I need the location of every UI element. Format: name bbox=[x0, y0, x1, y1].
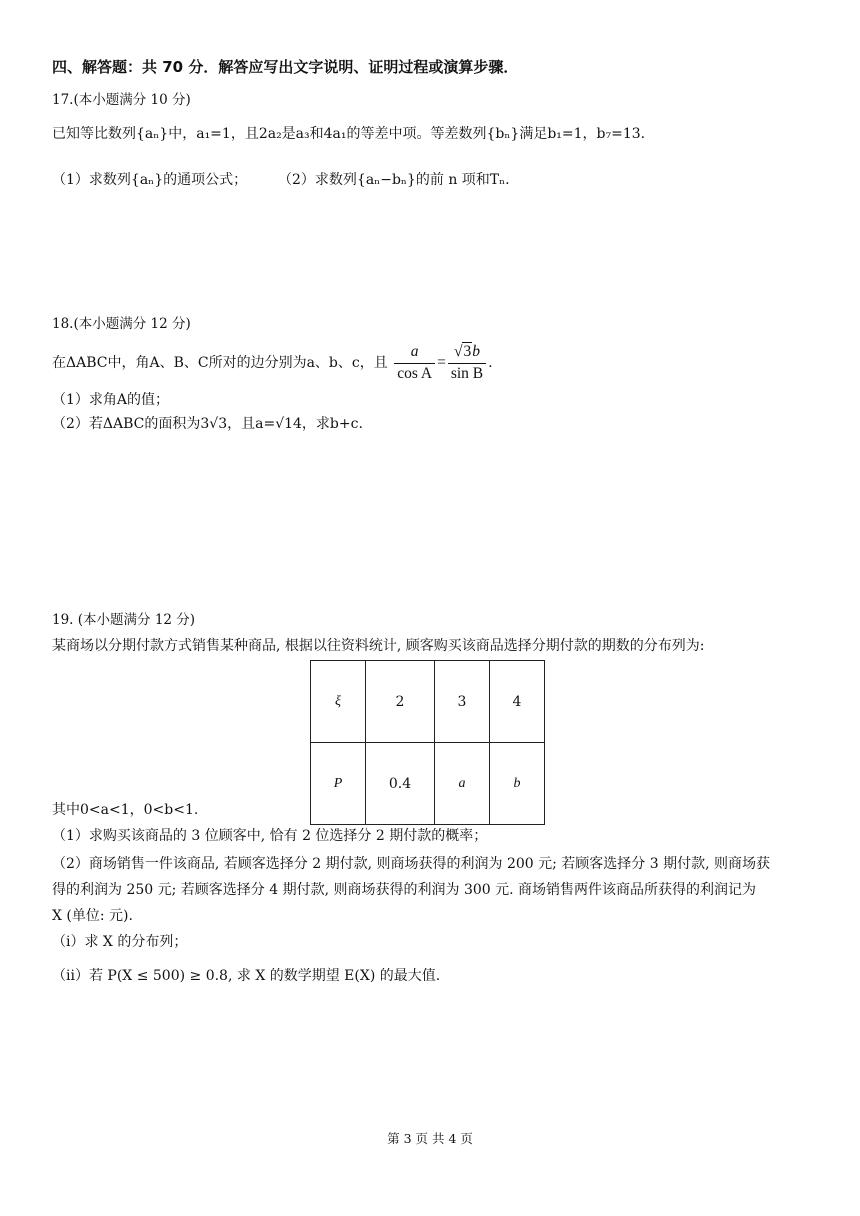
q19-header: 19. (本小题满分 12 分) bbox=[52, 612, 196, 628]
q18-frac2-b: b bbox=[472, 343, 480, 360]
q18-frac2-denominator: sin B bbox=[450, 364, 484, 382]
table-cell: a bbox=[435, 743, 490, 825]
table-cell: b bbox=[490, 743, 545, 825]
table-cell: 4 bbox=[490, 661, 545, 743]
q18-fraction-left bbox=[394, 343, 435, 383]
table-row bbox=[311, 743, 545, 825]
table-cell: 2 bbox=[366, 661, 435, 743]
table-cell: 0.4 bbox=[366, 743, 435, 825]
q18-frac1-denominator: cos A bbox=[397, 364, 433, 382]
section-title: 四、解答题：共 70 分．解答应写出文字说明、证明过程或演算步骤． bbox=[52, 58, 519, 76]
q17-stem: 已知等比数列{aₙ}中，a₁=1，且2a₂是a₃和4a₁的等差中项。等差数列{bₙ}满足b₁=1，b₇=13. bbox=[52, 126, 646, 142]
q17-part1: （1）求数列{aₙ}的通项公式； bbox=[52, 172, 248, 188]
q18-stem: 在ΔABC中，角A、B、C所对的边分别为a、b、c，且 $\frac{a}{\text{cos A}}$ = $\frac{√3b}{\text{sin B}}$ . bbox=[52, 343, 493, 382]
table-row bbox=[311, 661, 545, 743]
q17-header: 17.(本小题满分 10 分) bbox=[52, 92, 191, 108]
q19-part2-line3: X (单位: 元). bbox=[52, 908, 133, 924]
q18-part2: （2）若ΔABC的面积为3√3，且a=√14，求b+c. bbox=[52, 416, 363, 432]
distribution-table bbox=[310, 660, 545, 825]
q19-part1: （1）求购买该商品的 3 位顾客中, 恰有 2 位选择分 2 期付款的概率； bbox=[52, 828, 488, 844]
q18-frac2-root: 3 bbox=[463, 343, 472, 360]
q19-stem: 某商场以分期付款方式销售某种商品, 根据以往资料统计, 顾客购买该商品选择分期付款的期数的分布列为: bbox=[52, 638, 705, 654]
q18-fraction-right bbox=[448, 343, 486, 383]
q18-frac1-numerator: a bbox=[394, 343, 435, 364]
q18-frac2-numerator: √3b bbox=[448, 343, 486, 364]
q18-part1: （1）求角A的值； bbox=[52, 392, 170, 408]
q19-sub-ii: （ii）若 P(X ≤ 500) ≥ 0.8, 求 X 的数学期望 E(X) 的最大值. bbox=[52, 968, 441, 984]
table-cell: P bbox=[311, 743, 366, 825]
table-cell: 3 bbox=[435, 661, 490, 743]
q19-part2-line2: 得的利润为 250 元; 若顾客选择分 4 期付款, 则商场获得的利润为 300 元. 商场销售两件该商品所获得的利润记为 bbox=[52, 882, 757, 898]
q18-stem-prefix: 在ΔABC中，角A、B、C所对的边分别为a、b、c，且 bbox=[52, 355, 388, 372]
q17-part2: （2）求数列{aₙ−bₙ}的前 n 项和Tₙ. bbox=[278, 172, 510, 188]
page-footer: 第 3 页 共 4 页 bbox=[387, 1131, 473, 1146]
q18-header: 18.(本小题满分 12 分) bbox=[52, 316, 191, 332]
q19-part2-line1: （2）商场销售一件该商品, 若顾客选择分 2 期付款, 则商场获得的利润为 200 元; 若顾客选择分 3 期付款, 则商场获 bbox=[52, 856, 771, 872]
q19-condition: 其中0<a<1，0<b<1. bbox=[52, 802, 199, 818]
q19-sub-i: （i）求 X 的分布列； bbox=[52, 934, 188, 950]
table-cell: ξ bbox=[311, 661, 366, 743]
